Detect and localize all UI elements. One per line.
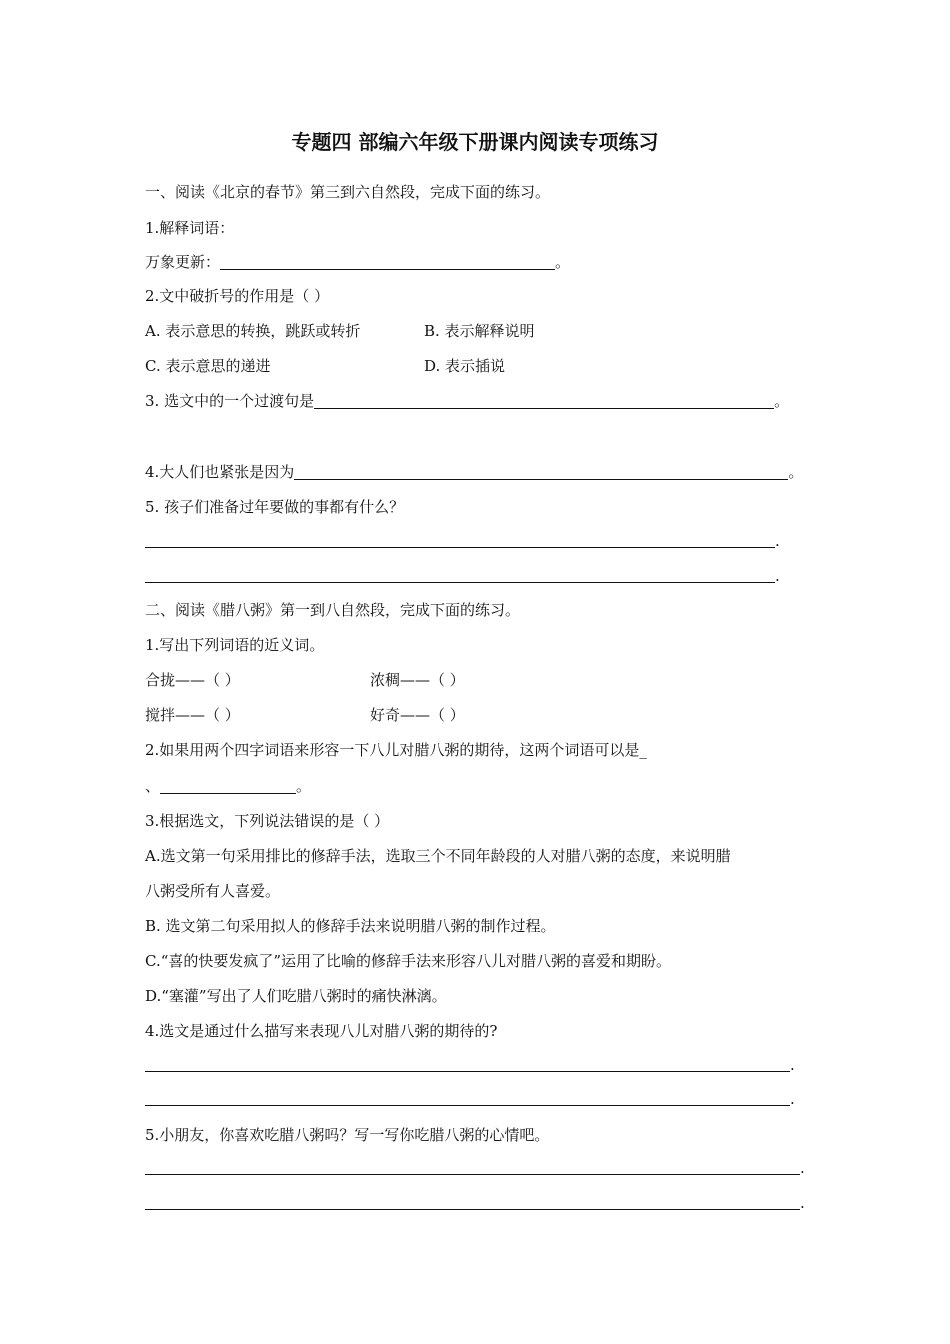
- s2-q5: 5.小朋友，你喜欢吃腊八粥吗？写一写你吃腊八粥的心情吧。: [145, 1126, 550, 1144]
- s2-q3-option-a-line2: 八粥受所有人喜爱。: [145, 882, 281, 900]
- section1-heading: 一、阅读《北京的春节》第三到六自然段，完成下面的练习。: [145, 183, 551, 201]
- s2-q2-line2: [145, 776, 311, 796]
- s2-q3: 3.根据选文，下列说法错误的是（ ）: [145, 812, 390, 830]
- s1-q4-line: [145, 462, 803, 482]
- s2-q4-answer-line-1[interactable]: [145, 1071, 790, 1072]
- s2-q1-item-d: 好奇——（ ）: [370, 706, 465, 724]
- s1-q2-option-d: D. 表示插说: [424, 357, 506, 375]
- s2-q1-item-a: 合拢——（ ）: [145, 671, 240, 689]
- s1-q5-answer-line-1[interactable]: [145, 547, 775, 548]
- s2-q5-answer-line-1[interactable]: [145, 1174, 800, 1175]
- s1-q2-option-c: C. 表示意思的递进: [145, 357, 271, 375]
- s1-q2-option-b: B. 表示解释说明: [424, 322, 535, 340]
- s1-q5: 5. 孩子们准备过年要做的事都有什么？: [145, 498, 405, 516]
- line-dot: .: [790, 1056, 795, 1074]
- line-dot: .: [790, 1090, 795, 1108]
- s1-q4-answer-blank[interactable]: [294, 464, 788, 480]
- s2-q4-answer-line-2[interactable]: [145, 1105, 790, 1106]
- line-dot: .: [800, 1194, 805, 1212]
- page-title: 专题四 部编六年级下册课内阅读专项练习: [291, 130, 659, 154]
- s1-q1-term-line: [145, 252, 570, 272]
- line-dot: .: [800, 1159, 805, 1177]
- s1-q4: 4.大人们也紧张是因为: [145, 463, 295, 481]
- s2-q2-line1: 2.如果用两个四字词语来形容一下八儿对腊八粥的期待，这两个词语可以是_: [145, 741, 647, 759]
- s2-q1: 1.写出下列词语的近义词。: [145, 636, 325, 654]
- s2-q3-option-a-line1: A.选文第一句采用排比的修辞手法，选取三个不同年龄段的人对腊八粥的态度，来说明腊: [145, 847, 731, 865]
- line-dot: .: [775, 532, 780, 550]
- s1-q1-answer-blank[interactable]: [220, 254, 555, 270]
- s2-q3-option-d: D.“塞灌”写出了人们吃腊八粥时的痛快淋漓。: [145, 987, 447, 1005]
- line-dot: .: [775, 567, 780, 585]
- period: 。: [774, 392, 790, 410]
- s2-q2-answer-blank[interactable]: [160, 778, 296, 794]
- period: 。: [296, 777, 312, 795]
- s2-q5-answer-line-2[interactable]: [145, 1209, 800, 1210]
- s2-q4: 4.选文是通过什么描写来表现八儿对腊八粥的期待的?: [145, 1022, 498, 1040]
- s1-q5-answer-line-2[interactable]: [145, 582, 775, 583]
- s2-q2-separator: 、: [145, 777, 161, 795]
- s1-q2-option-a: A. 表示意思的转换，跳跃或转折: [145, 322, 361, 340]
- s2-q1-item-b: 浓稠——（ ）: [370, 671, 465, 689]
- s2-q3-option-c: C.“喜的快要发疯了”运用了比喻的修辞手法来形容八儿对腊八粥的喜爱和期盼。: [145, 952, 672, 970]
- s1-q3-line: [145, 391, 789, 411]
- section2-heading: 二、阅读《腊八粥》第一到八自然段，完成下面的练习。: [145, 601, 521, 619]
- s2-q1-item-c: 搅拌——（ ）: [145, 706, 240, 724]
- s1-q3: 3. 选文中的一个过渡句是: [145, 392, 315, 410]
- period: 。: [788, 463, 804, 481]
- s1-q1-term: 万象更新：: [145, 253, 221, 271]
- period: 。: [555, 253, 571, 271]
- s1-q3-answer-blank[interactable]: [314, 393, 774, 409]
- s1-q1: 1.解释词语：: [145, 219, 235, 237]
- s1-q2: 2.文中破折号的作用是（ ）: [145, 287, 330, 305]
- s2-q3-option-b: B. 选文第二句采用拟人的修辞手法来说明腊八粥的制作过程。: [145, 917, 556, 935]
